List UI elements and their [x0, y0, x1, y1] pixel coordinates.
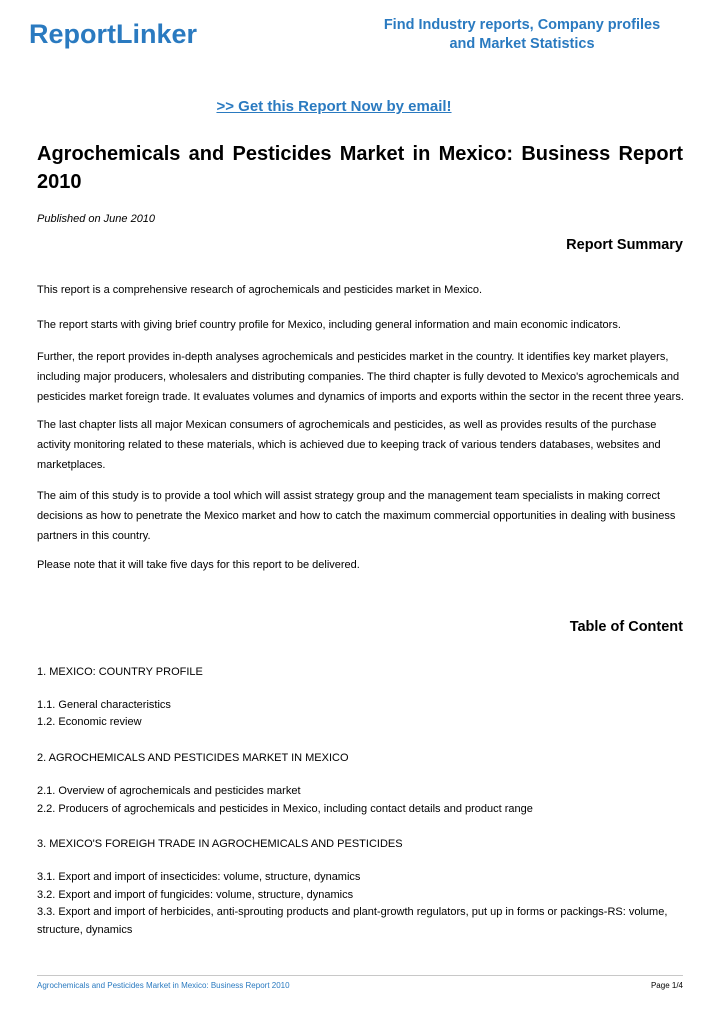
summary-line: including major producers, wholesalers and distributing companies. The third chapter is fully devoted to Mexico's agrochemicals and — [37, 371, 680, 383]
footer-report-title[interactable]: Agrochemicals and Pesticides Market in Mexico: Business Report 2010 — [37, 981, 290, 990]
summary-paragraph — [37, 280, 687, 300]
summary-paragraph — [37, 347, 687, 407]
summary-line: The last chapter lists all major Mexican consumers of agrochemicals and pesticides, as well as provides results of the purchase — [37, 419, 657, 431]
summary-line: partners in this country. — [37, 530, 151, 542]
footer-page-number: Page 1/4 — [650, 981, 683, 990]
tagline — [372, 16, 672, 54]
summary-line: activity monitoring related to these materials, which is achieved due to keeping track of various tenders databases, websites and — [37, 439, 661, 451]
report-summary-heading: Report Summary — [566, 237, 683, 253]
summary-paragraph — [37, 555, 687, 575]
summary-line: The report starts with giving brief country profile for Mexico, including general information and main economic indicators. — [37, 319, 621, 331]
report-title: Agrochemicals and Pesticides Market in Mexico: Business Report 2010 — [37, 143, 683, 193]
toc-item: 1.1. General characteristics — [37, 699, 171, 711]
summary-paragraph — [37, 486, 687, 546]
published-date: Published on June 2010 — [37, 213, 156, 225]
toc-item: 2.1. Overview of agrochemicals and pesticides market — [37, 785, 301, 797]
toc-item: 1.2. Economic review — [37, 716, 142, 728]
logo[interactable]: ReportLinker — [29, 19, 198, 49]
summary-line: decisions as how to penetrate the Mexico market and how to catch the maximum commercial opportunities in dealing with business — [37, 510, 676, 522]
footer-divider — [37, 975, 683, 976]
toc-item: 3.3. Export and import of herbicides, anti-sprouting products and plant-growth regulators, put up in forms or packings-RS: volume, — [37, 906, 668, 918]
toc-item: 3.1. Export and import of insecticides: volume, structure, dynamics — [37, 871, 361, 883]
toc-item: 2.2. Producers of agrochemicals and pesticides in Mexico, including contact details and product range — [37, 803, 533, 815]
summary-line: pesticides market foreign trade. It evaluates volumes and dynamics of imports and exports within the sector in the recent three years. — [37, 391, 684, 403]
summary-line: Please note that it will take five days for this report to be delivered. — [37, 559, 360, 571]
toc-item: 3. MEXICO'S FOREIGH TRADE IN AGROCHEMICALS AND PESTICIDES — [37, 838, 403, 850]
summary-line: Further, the report provides in-depth analyses agrochemicals and pesticides market in the country. It identifies key market players, — [37, 351, 669, 363]
summary-paragraph — [37, 415, 687, 475]
toc-item: 2. AGROCHEMICALS AND PESTICIDES MARKET IN MEXICO — [37, 752, 349, 764]
tagline-line-2: and Market Statistics — [449, 36, 595, 52]
summary-paragraph — [37, 315, 687, 335]
get-report-link[interactable]: >> Get this Report Now by email! — [216, 98, 452, 115]
table-of-content-heading: Table of Content — [569, 619, 683, 635]
summary-line: marketplaces. — [37, 459, 106, 471]
toc-item: 1. MEXICO: COUNTRY PROFILE — [37, 666, 203, 678]
toc-item: 3.2. Export and import of fungicides: volume, structure, dynamics — [37, 889, 354, 901]
summary-line: The aim of this study is to provide a tool which will assist strategy group and the management team specialists in making correct — [37, 490, 661, 502]
summary-line: This report is a comprehensive research of agrochemicals and pesticides market in Mexico. — [37, 284, 483, 296]
tagline-line-1: Find Industry reports, Company profiles — [383, 17, 661, 33]
toc-item: structure, dynamics — [37, 924, 133, 936]
